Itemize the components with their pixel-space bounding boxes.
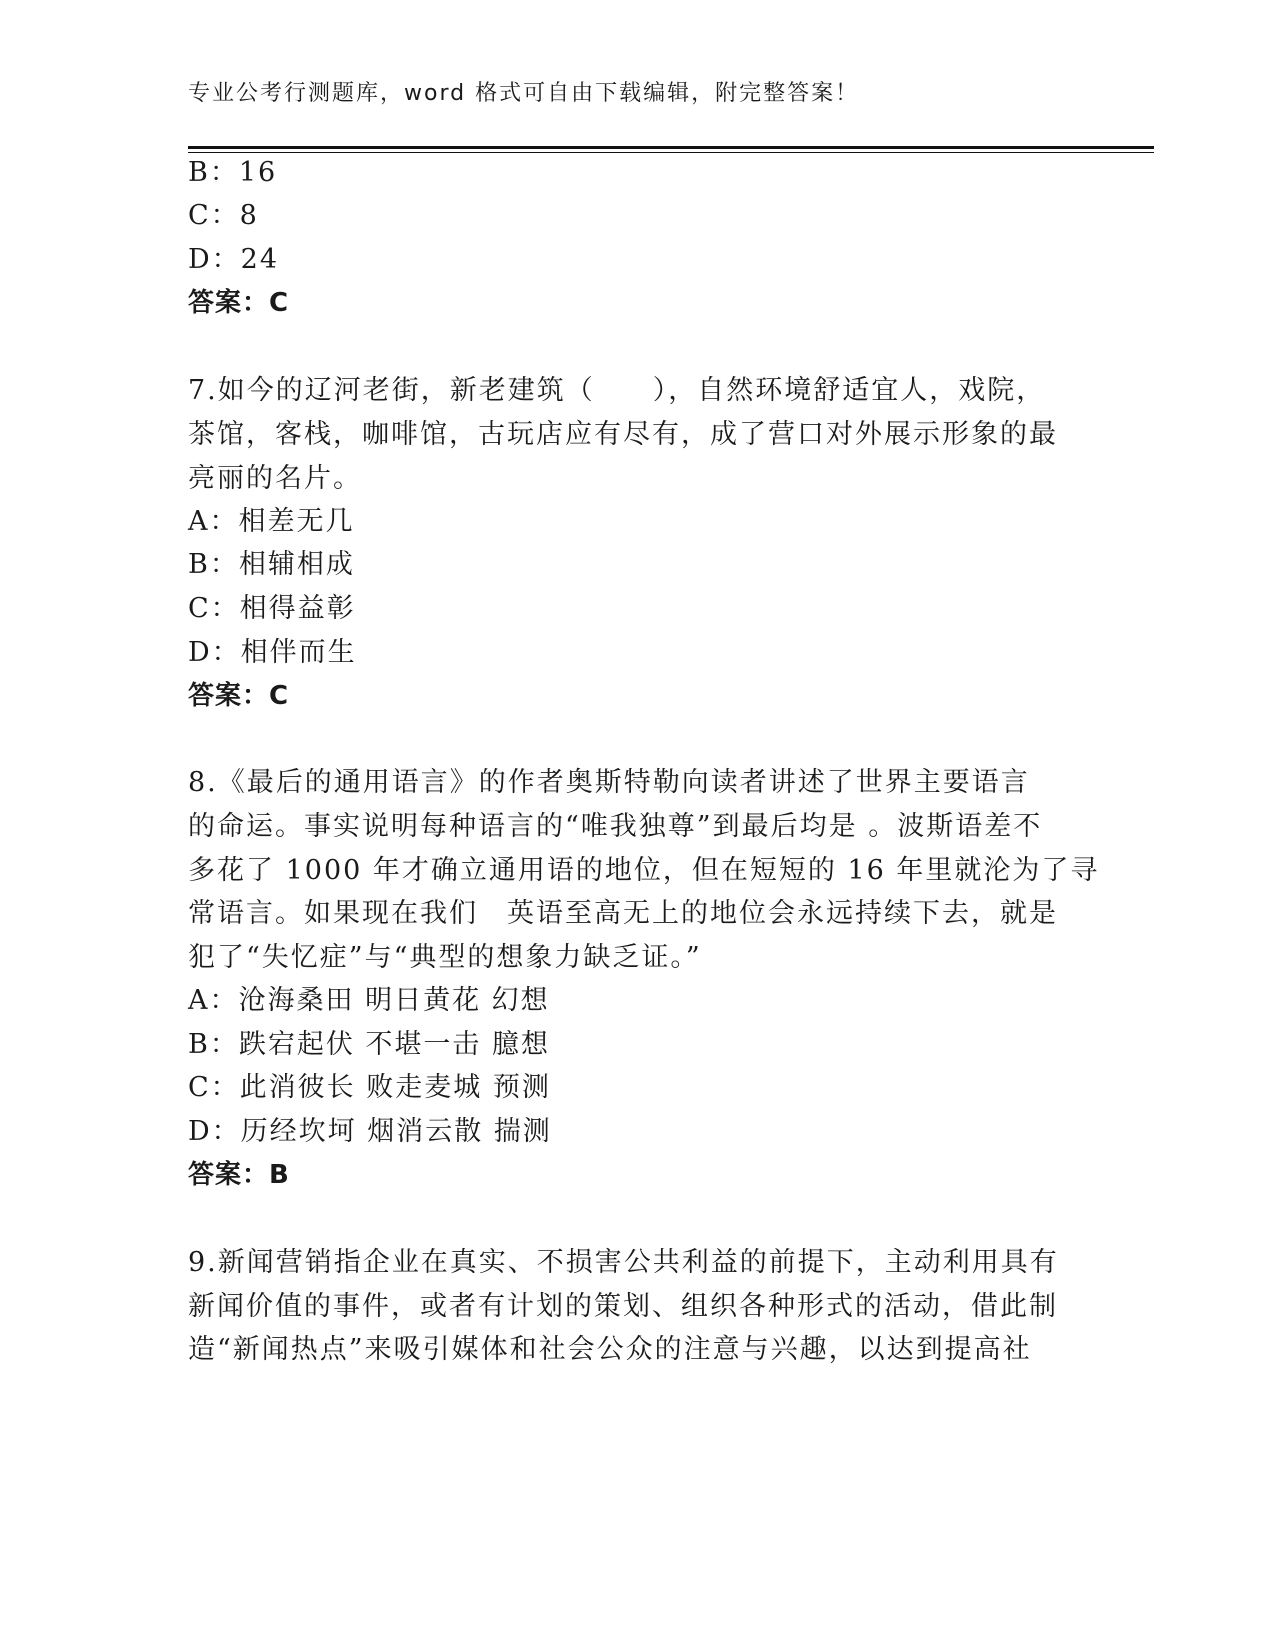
q8-stem-line-3: 多花了 1000 年才确立通用语的地位，但在短短的 16 年里就沦为了寻 (188, 855, 1100, 886)
q7-option-c: C：相得益彰 (188, 593, 356, 624)
q9-stem-line-3: 造“新闻热点”来吸引媒体和社会公众的注意与兴趣，以达到提高社 (188, 1334, 1032, 1365)
q8-stem-line-4: 常语言。如果现在我们 英语至高无上的地位会永远持续下去，就是 (188, 898, 1058, 929)
q9-stem-line-2: 新闻价值的事件，或者有计划的策划、组织各种形式的活动，借此制 (188, 1291, 1058, 1322)
q6-option-c: C：8 (188, 200, 259, 231)
q9-stem-line-1: 9.新闻营销指企业在真实、不损害公共利益的前提下，主动利用具有 (188, 1247, 1059, 1278)
q8-stem-line-1: 8.《最后的通用语言》的作者奥斯特勒向读者讲述了世界主要语言 (188, 767, 1030, 798)
q8-stem-line-2: 的命运。事实说明每种语言的“唯我独尊”到最后均是 。波斯语差不 (188, 811, 1043, 842)
page-header: 专业公考行测题库，word 格式可自由下载编辑，附完整答案！ (188, 81, 860, 106)
q8-option-b: B：跌宕起伏 不堪一击 臆想 (188, 1029, 551, 1060)
header-rule-thin (188, 152, 1154, 153)
q7-option-a: A：相差无几 (188, 506, 355, 537)
q8-option-c: C：此消彼长 败走麦城 预测 (188, 1072, 551, 1103)
q7-option-b: B：相辅相成 (188, 549, 355, 580)
q7-stem-line-1: 7.如今的辽河老街，新老建筑（ ），自然环境舒适宜人，戏院， (188, 375, 1046, 406)
q6-option-b: B：16 (188, 157, 278, 188)
header-rule-thick (188, 146, 1154, 149)
q7-answer: 答案：C (188, 681, 290, 711)
q8-stem-line-5: 犯了“失忆症”与“典型的想象力缺乏证。” (188, 942, 702, 973)
q7-stem-line-2: 茶馆，客栈，咖啡馆，古玩店应有尽有，成了营口对外展示形象的最 (188, 419, 1058, 450)
q8-option-d: D：历经坎坷 烟消云散 揣测 (188, 1116, 552, 1147)
q8-option-a: A：沧海桑田 明日黄花 幻想 (188, 985, 550, 1016)
q6-option-d: D：24 (188, 244, 280, 275)
q6-answer: 答案：C (188, 288, 290, 318)
q7-stem-line-3: 亮丽的名片。 (188, 463, 362, 494)
q7-option-d: D：相伴而生 (188, 637, 357, 668)
q8-answer: 答案：B (188, 1160, 290, 1190)
